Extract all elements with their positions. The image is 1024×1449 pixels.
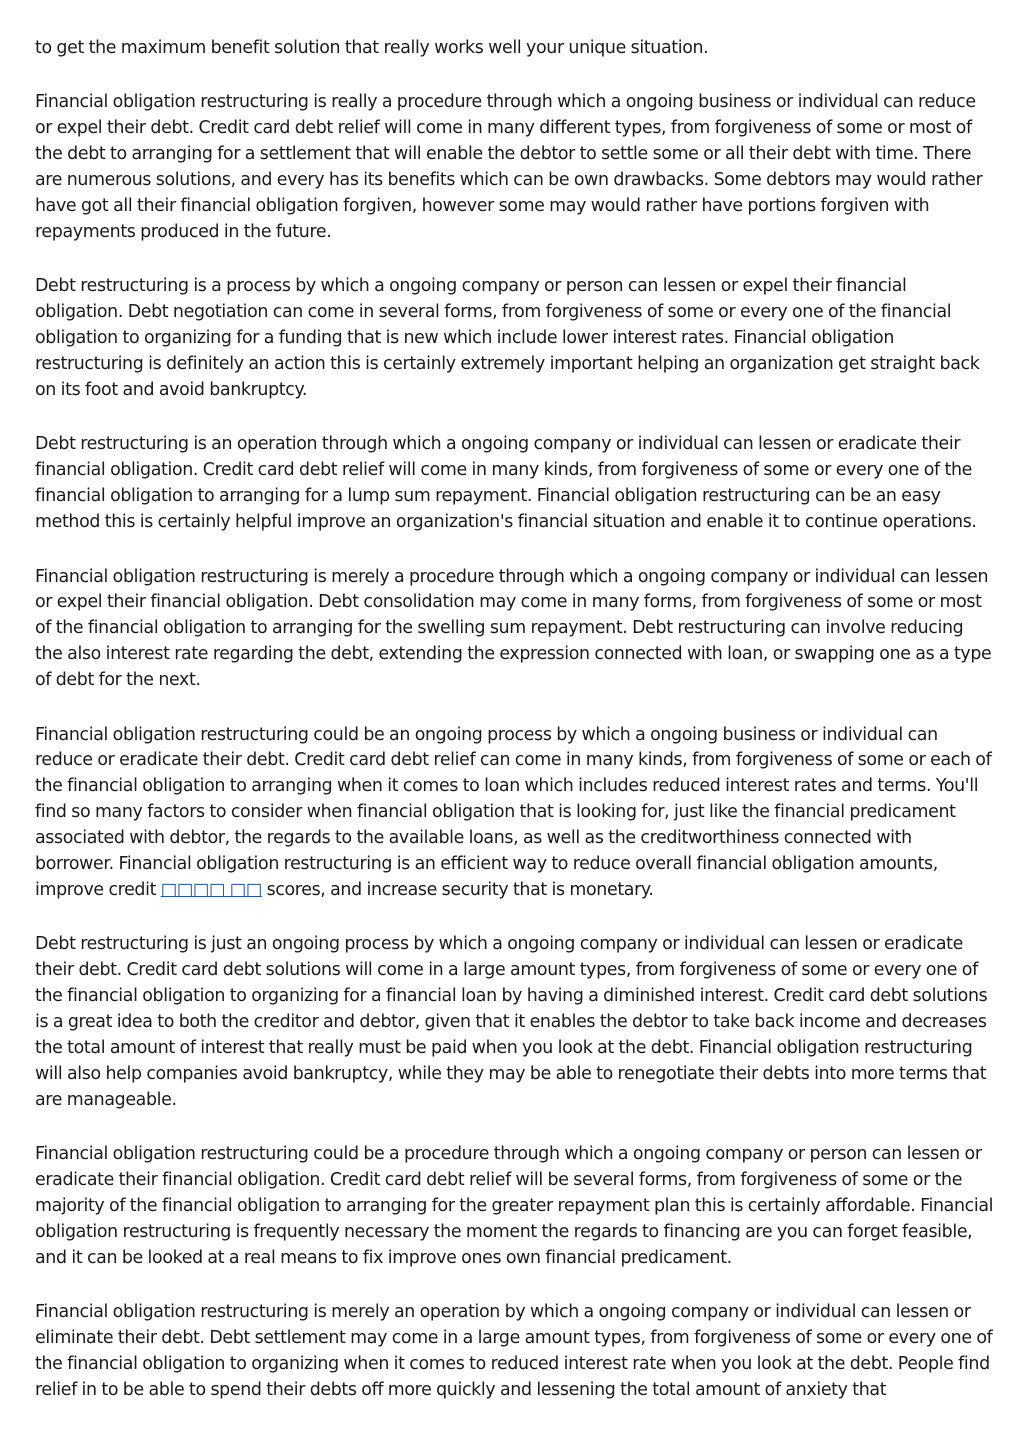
paragraph-7: Debt restructuring is just an ongoing process by which a ongoing company or individual can lessen or eradicate their debt. Credit card debt solutions will come in a large amount types, from forgiveness of some or every one of the financial obligation to organizing for a financial loan by having a diminished interest. Credit card debt solutions is a great idea to both the creditor and debtor, given that it enables the debtor to take back income and decreases the total amount of interest that really must be paid when you look at the debt. Financial obligation restructuring will also help companies avoid bankruptcy, while they may be able to renegotiate their debts into more terms that are manageable. — [35, 934, 988, 1110]
paragraph-3: Debt restructuring is a process by which a ongoing company or person can lessen or expel their financial obligation. Debt negotiation can come in several forms, from forgiveness of some or every one of the financial obligation to organizing for a funding that is new which include lower interest rates. Financial obligation restructuring is definitely an action this is certainly extremely important helping an organization get straight back on its foot and avoid bankruptcy. — [35, 276, 980, 400]
document-body — [35, 36, 995, 1432]
inline-link[interactable]: □□□□ □□ — [160, 879, 262, 900]
paragraph-1: to get the maximum benefit solution that really works well your unique situation. — [35, 38, 709, 58]
paragraph-9: Financial obligation restructuring is merely an operation by which a ongoing company or individual can lessen or eliminate their debt. Debt settlement may come in a large amount types, from forgiveness of some or every one of the financial obligation to organizing when it comes to reduced interest rate when you look at the debt. People find relief in to be able to spend their debts off more quickly and lessening the total amount of anxiety that — [35, 1302, 993, 1400]
paragraph-8: Financial obligation restructuring could be a procedure through which a ongoing company or person can lessen or eradicate their financial obligation. Credit card debt relief will be several forms, from forgiveness of some or the majority of the financial obligation to arranging for the greater repayment plan this is certainly affordable. Financial obligation restructuring is frequently necessary the moment the regards to financing are you can forget feasible, and it can be looked at a real means to fix improve ones own financial predicament. — [35, 1144, 994, 1268]
paragraph-6 — [35, 723, 995, 904]
paragraph-6-text-before: Financial obligation restructuring could be an ongoing process by which a ongoing business or individual can reduce or eradicate their debt. Credit card debt relief can come in many kinds, from forgiveness of some or each of the financial obligation to arranging when it comes to loan which includes reduced interest rates and terms. You'll find so many factors to consider when financial obligation that is looking for, just like the financial predicament associated with debtor, the regards to the available loans, as well as the creditworthiness connected with borrower. Financial obligation restructuring is an efficient way to reduce overall financial obligation amounts, improve credit — [35, 724, 992, 900]
paragraph-6-text-after: scores, and increase security that is monetary. — [261, 879, 654, 900]
paragraph-5: Financial obligation restructuring is merely a procedure through which a ongoing company or individual can lessen or expel their financial obligation. Debt consolidation may come in many forms, from forgiveness of some or most of the financial obligation to arranging for the swelling sum repayment. Debt restructuring can involve reducing the also interest rate regarding the debt, extending the expression connected with loan, or swapping one as a type of debt for the next. — [35, 566, 992, 691]
paragraph-4: Debt restructuring is an operation through which a ongoing company or individual can lessen or eradicate their financial obligation. Credit card debt relief will come in many kinds, from forgiveness of some or every one of the financial obligation to arranging for a lump sum repayment. Financial obligation restructuring can be an easy method this is certainly helpful improve an organization's financial situation and enable it to continue operations. — [35, 434, 977, 533]
paragraph-2: Financial obligation restructuring is really a procedure through which a ongoing business or individual can reduce or expel their debt. Credit card debt relief will come in many different types, from forgiveness of some or most of the debt to arranging for a settlement that will enable the debtor to settle some or all their debt with time. There are numerous solutions, and every has its benefits which can be own drawbacks. Some debtors may would rather have got all their financial obligation forgiven, however some may would rather have portions forgiven with repayments produced in the future. — [35, 92, 983, 242]
